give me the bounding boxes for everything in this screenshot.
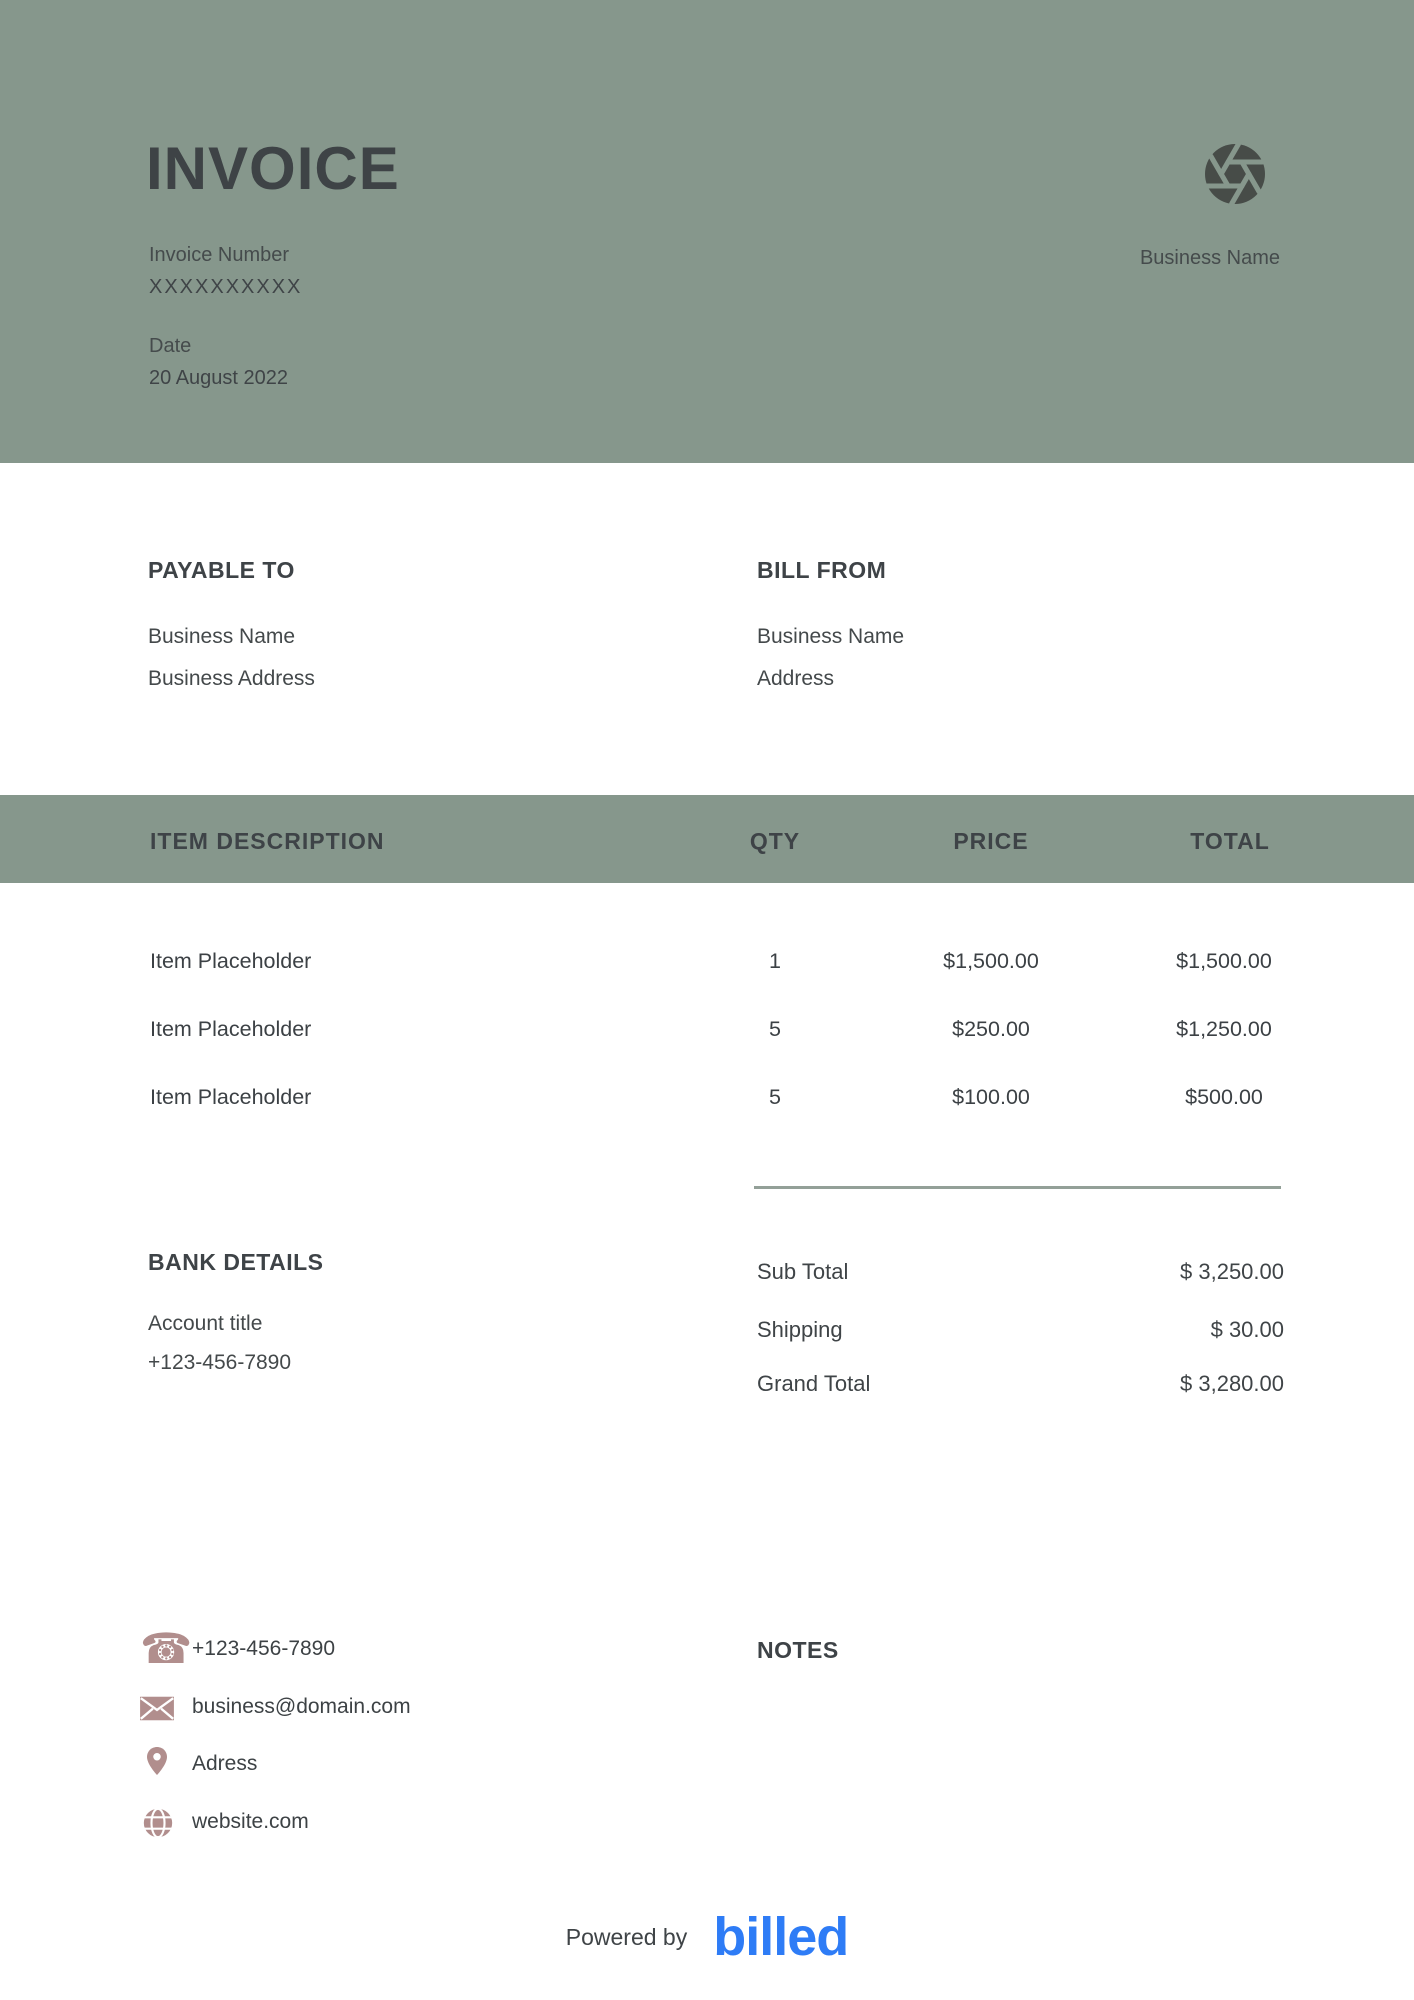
header-business-name: Business Name	[1139, 247, 1280, 269]
item-total: $1,250.00	[1176, 1017, 1272, 1041]
invoice-number-label: Invoice Number	[149, 244, 290, 266]
payable-to-address: Business Address	[148, 667, 315, 690]
sub-total-value: $ 3,250.00	[1180, 1259, 1284, 1284]
contact-phone: +123-456-7890	[192, 1637, 336, 1660]
payable-to-heading: PAYABLE TO	[148, 557, 295, 583]
item-total: $1,500.00	[1176, 949, 1272, 973]
sub-total-label: Sub Total	[757, 1259, 849, 1284]
contact-email: business@domain.com	[192, 1695, 411, 1718]
item-price: $1,500.00	[943, 949, 1039, 973]
aperture-icon	[1199, 138, 1271, 210]
payable-to-name: Business Name	[148, 625, 296, 648]
billed-brand-link[interactable]: billed	[713, 1907, 849, 1967]
table-row	[0, 949, 1414, 979]
table-header-row	[0, 795, 1414, 883]
invoice-date-label: Date	[149, 335, 192, 357]
header-band	[0, 0, 1414, 463]
footer	[0, 1908, 1414, 1967]
powered-by-label: Powered by	[565, 1924, 688, 1951]
shipping-label: Shipping	[757, 1317, 843, 1342]
item-description: Item Placeholder	[150, 1017, 312, 1041]
item-price: $250.00	[952, 1017, 1030, 1041]
totals-divider	[754, 1186, 1281, 1189]
item-total: $500.00	[1185, 1085, 1263, 1109]
contact-address: Adress	[192, 1752, 258, 1775]
item-price: $100.00	[952, 1085, 1030, 1109]
bill-from-address: Address	[757, 667, 835, 690]
item-description: Item Placeholder	[150, 1085, 312, 1109]
email-icon	[139, 1696, 175, 1726]
bank-details-heading: BANK DETAILS	[148, 1249, 324, 1275]
bill-from-name: Business Name	[757, 625, 905, 648]
column-header-price: PRICE	[953, 828, 1029, 854]
grand-total-label: Grand Total	[757, 1371, 871, 1396]
item-qty: 5	[769, 1017, 781, 1041]
column-header-qty: QTY	[749, 828, 801, 854]
page-title: INVOICE	[146, 135, 400, 202]
location-pin-icon	[141, 1744, 173, 1783]
grand-total-value: $ 3,280.00	[1180, 1371, 1284, 1396]
invoice-number-value: XXXXXXXXXX	[149, 276, 303, 298]
item-description: Item Placeholder	[150, 949, 312, 973]
table-row	[0, 1017, 1414, 1047]
notes-heading: NOTES	[757, 1637, 839, 1663]
phone-icon	[140, 1627, 184, 1671]
bank-account-title: Account title	[148, 1312, 263, 1335]
contact-website: website.com	[192, 1810, 309, 1833]
column-header-total: TOTAL	[1190, 828, 1270, 854]
invoice-date-value: 20 August 2022	[149, 367, 289, 389]
shipping-value: $ 30.00	[1210, 1317, 1284, 1342]
item-qty: 1	[769, 949, 781, 973]
globe-icon	[141, 1806, 175, 1845]
column-header-description: ITEM DESCRIPTION	[150, 828, 385, 854]
item-qty: 5	[769, 1085, 781, 1109]
table-row	[0, 1085, 1414, 1115]
bill-from-heading: BILL FROM	[757, 557, 887, 583]
bank-phone-number: +123-456-7890	[148, 1351, 292, 1374]
